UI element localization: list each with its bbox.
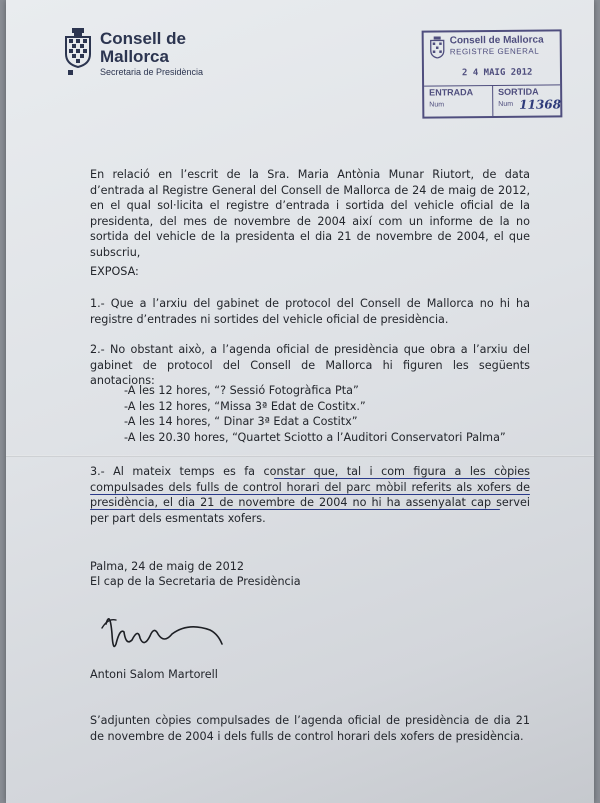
intro-text: En relació en l’escrit de la Sra. Maria Antònia Munar Riutort, de data d’entrada al Registre General del Consell de Mallorca de 24 de maig de 2012, en el qual sol·licita el registre d’entrada i sortida del vehicle oficial de la presidenta, del mes de novembre de 2004 així com un informe de la no sortida del vehicle de la presidenta el dia 21 de novembre de 2004, el que subscriu, (90, 168, 530, 259)
agenda-entry: -A les 20.30 hores, “Quartet Sciotto a l’Auditori Conservatori Palma” (124, 430, 506, 444)
stamp-org: Consell de Mallorca (449, 34, 544, 47)
coat-of-arms-icon (64, 28, 92, 68)
point-1-text: 1.- Que a l’arxiu del gabinet de protocol del Consell de Mallorca no hi ha registre d’entrades ni sortides del vehicle oficial de presidència. (90, 297, 530, 326)
organization-name: Consell de Mallorca (100, 29, 186, 66)
department-name: Secretaria de Presidència (100, 67, 204, 77)
letterhead-bullet (68, 70, 73, 75)
registry-stamp (422, 29, 563, 118)
point-2-text: 2.- No obstant això, a l’agenda oficial de presidència que obra a l’arxiu del gabinet de protocol del Consell de Mallorca hi figuren les següents anotacions: (90, 343, 530, 387)
agenda-entry: -A les 14 hores, “ Dinar 3ª Edat a Costitx” (124, 415, 358, 428)
place-date: Palma, 24 de maig de 2012 (90, 560, 244, 573)
signer-title: El cap de la Secretaria de Presidència (90, 575, 301, 588)
handwritten-signature (98, 604, 228, 662)
stamp-sortida-label: SORTIDA (498, 86, 539, 97)
agenda-entry: -A les 12 hores, “Missa 3ª Edat de Costitx.” (124, 399, 366, 413)
point-3 (90, 464, 530, 526)
stamp-coat-of-arms-icon (430, 36, 445, 58)
exposa-heading: EXPOSA: (90, 265, 139, 278)
point-2 (90, 342, 530, 389)
stamp-date: 2 4 MAIG 2012 (461, 67, 533, 79)
intro-paragraph (90, 167, 530, 260)
pen-underline (274, 478, 530, 479)
point-3-text: 3.- Al mateix temps es fa constar que, tal i com figura a les còpies compulsades dels fulls de control horari del parc mòbil referits als xofers de presidència, el dia 21 de novembre de 2004 no hi ha assenyalat cap servei per part dels esmentats xofers. (90, 465, 530, 525)
pen-underline (90, 509, 500, 510)
stamp-entrada-label: ENTRADA (429, 87, 474, 98)
pen-underline (90, 494, 530, 495)
stamp-entrada-num-label: Num (429, 101, 445, 109)
stamp-registry: REGISTRE GENERAL (449, 46, 540, 57)
stamp-column-divider (492, 85, 493, 116)
agenda-entry: -A les 12 hores, “? Sessió Fotogràfica Pta” (124, 384, 359, 397)
letter-page (6, 0, 594, 803)
agenda-entries (124, 383, 506, 445)
paper-fold (6, 455, 594, 457)
attachment-note (90, 713, 530, 744)
stamp-sortida-num-label: Num (498, 100, 514, 108)
signer-name: Antoni Salom Martorell (90, 668, 218, 681)
point-1 (90, 296, 530, 327)
attachment-note-text: S’adjunten còpies compulsades de l’agenda oficial de presidència de dia 21 de novembre de 2004 i dels fulls de control horari dels xofers de presidència. (90, 714, 530, 743)
stamp-handwritten-number: 11368 (519, 97, 562, 112)
